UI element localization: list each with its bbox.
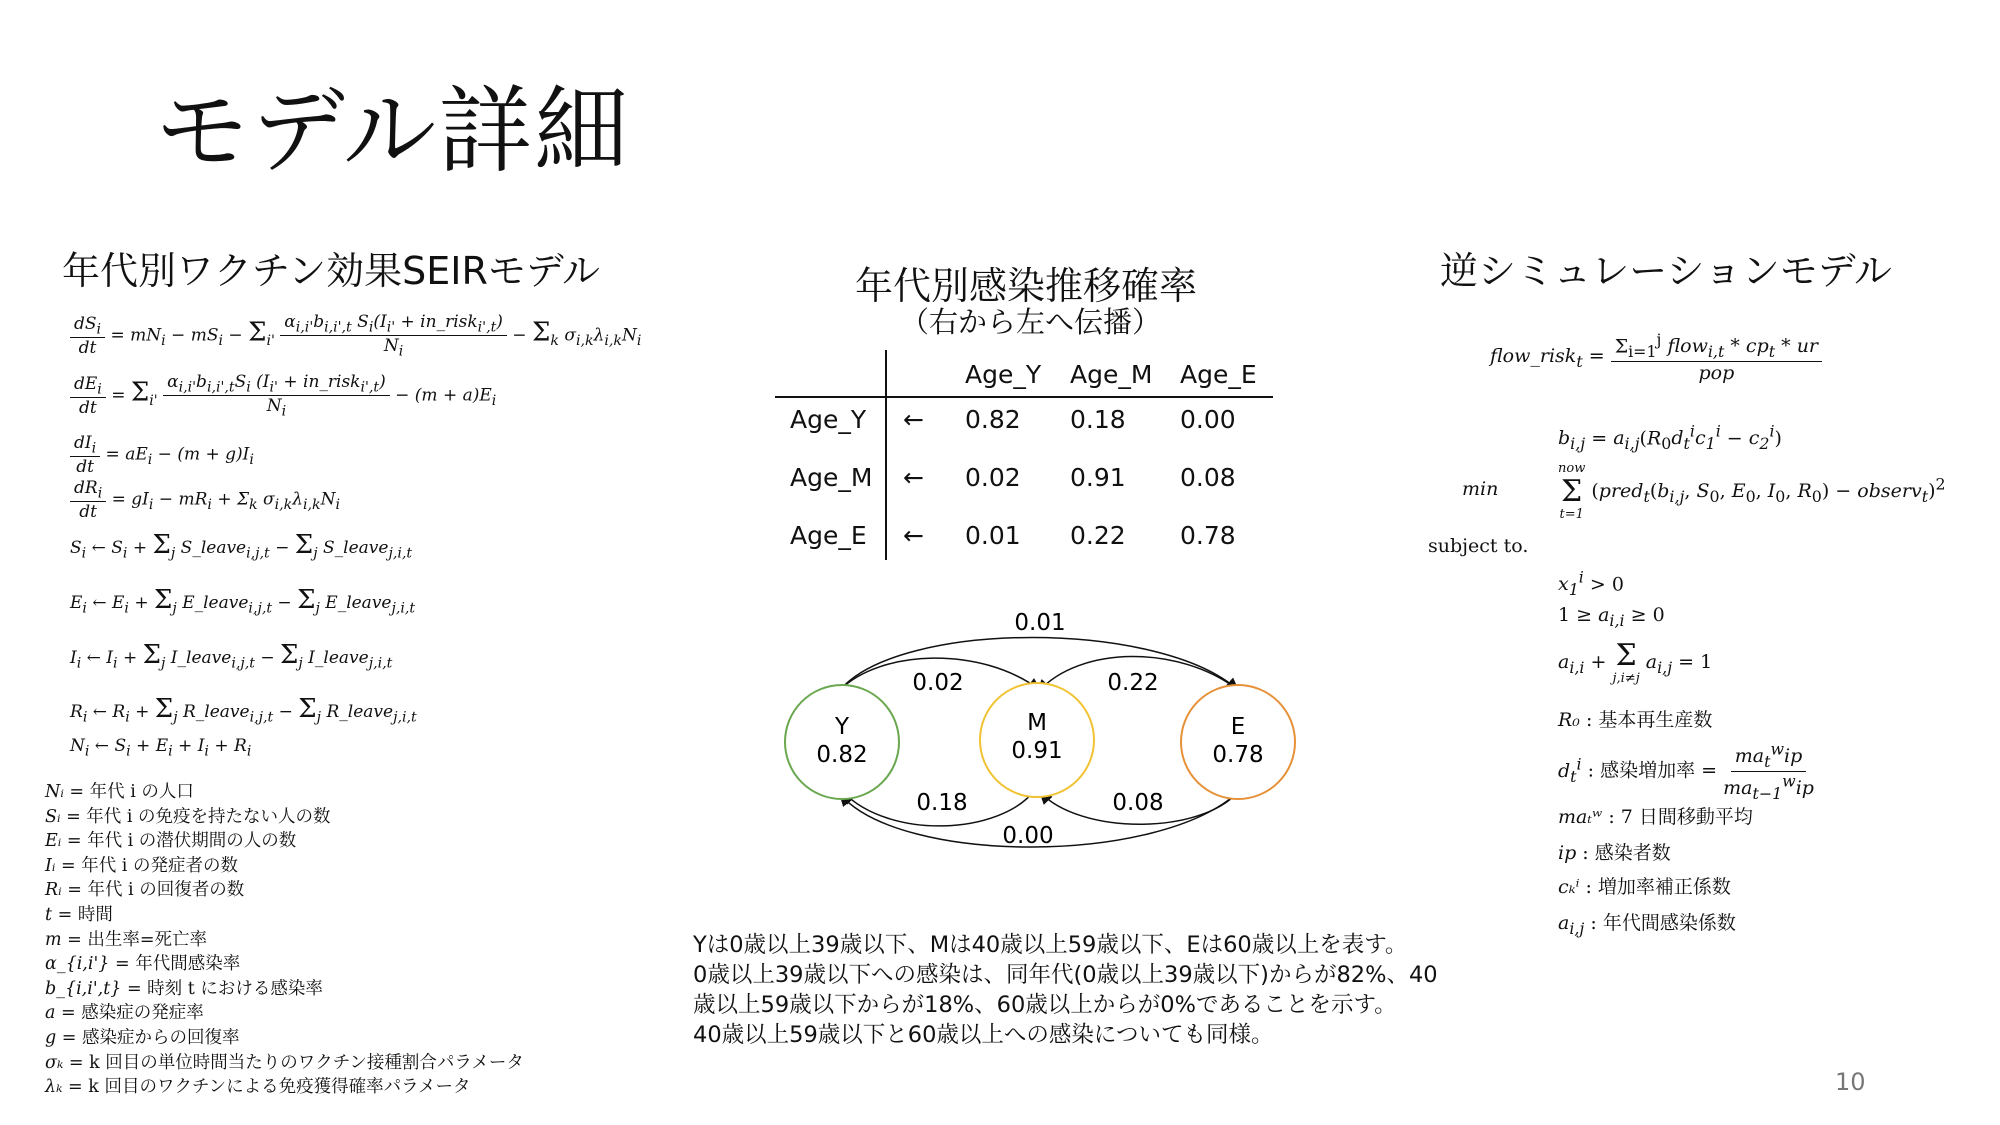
transition-subheading: （右から左へ伝播）	[900, 305, 1162, 339]
def-ck: cₖⁱ : 増加率補正係数	[1558, 876, 1731, 898]
def-aij: $a_{i,j}$ : 年代間感染係数	[1558, 912, 1736, 938]
edge-label-e-to-y: 0.00	[1002, 823, 1054, 849]
row-label: Age_M	[790, 463, 873, 492]
edge-label-e-to-m: 0.08	[1112, 790, 1164, 816]
left-arrow-icon: ←	[903, 463, 924, 492]
transition-diagram	[760, 600, 1320, 870]
objective-function: now Σ t=1 ($pred_t(b_{i,j}$, $S_0$, $E_0$, $I_0$, $R_0$) − observ$_t$)$^2$	[1558, 461, 1946, 522]
table-cell: 0.91	[1070, 463, 1126, 492]
edge-label-m-to-e: 0.22	[1107, 670, 1159, 696]
equation-n-update: $N_i$ ← $S_i + E_i + I_i + R_i$	[70, 736, 252, 760]
description-line: Yは0歳以上39歳以下、Mは40歳以上59歳以下、Eは60歳以上を表す。	[693, 932, 1408, 958]
equation-dr: $\frac{dR_i}{dt}$ = $gI_i - mR_i + \Sigma_k$ $\sigma_{i,k}\lambda_{i,k}N_i$	[70, 478, 340, 522]
page-title: モデル詳細	[155, 77, 631, 186]
table-vertical-rule	[885, 350, 887, 560]
equation-i-update: $I_i$ ← $I_i + \Sigma_j$ I_leave$_{i,j,t}$ − $\Sigma_j$ I_leave$_{j,i,t}$	[70, 640, 393, 672]
table-cell: 0.00	[1180, 405, 1236, 434]
node-m-label: M	[1027, 710, 1047, 736]
legend-item: λₖ = k 回目のワクチンによる免疫獲得確率パラメータ	[45, 1077, 471, 1098]
equation-e-update: $E_i$ ← $E_i + \Sigma_j$ E_leave$_{i,j,t}$ − $\Sigma_j$ E_leave$_{j,i,t}$	[70, 585, 416, 617]
table-cell: 0.01	[965, 521, 1021, 550]
constraint-a-range: $1 \ge a_{i,i} \ge 0$	[1558, 604, 1665, 630]
node-m-value: 0.91	[1011, 738, 1063, 764]
legend-item: Rᵢ = 年代 i の回復者の数	[45, 880, 245, 901]
col-header-age-y: Age_Y	[965, 360, 1042, 389]
b-definition: $b_{i,j} = a_{i,j}(R_0d_t^ic_1^i - c_2^i)$	[1558, 422, 1782, 454]
equation-r-update: $R_i$ ← $R_i + \Sigma_j$ R_leave$_{i,j,t}$ − $\Sigma_j$ R_leave$_{j,i,t}$	[70, 694, 417, 726]
legend-item: σₖ = k 回目の単位時間当たりのワクチン接種割合パラメータ	[45, 1052, 524, 1073]
description-line: 40歳以上59歳以下と60歳以上への感染についても同様。	[693, 1022, 1274, 1048]
constraint-a-sum: $a_{i,i}$ + Σ j,i≠j $a_{i,j} = 1$	[1558, 638, 1713, 686]
table-cell: 0.08	[1180, 463, 1236, 492]
legend-item: m = 出生率=死亡率	[45, 929, 208, 950]
table-header-rule	[775, 396, 1273, 398]
legend-item: Sᵢ = 年代 i の免疫を持たない人の数	[45, 806, 331, 827]
edge-label-y-to-m: 0.02	[912, 670, 964, 696]
edge-label-y-to-e: 0.01	[1014, 610, 1066, 636]
min-label: min	[1462, 478, 1499, 500]
node-e-value: 0.78	[1212, 742, 1264, 768]
row-label: Age_E	[790, 521, 867, 550]
constraint-x: $x_1^i > 0$	[1558, 568, 1624, 600]
def-r0: R₀ : 基本再生産数	[1558, 709, 1713, 731]
equation-ds: $\frac{dS_i}{dt}$ = $mN_i - mS_i - \Sigma_{i'}$ $\frac{\alpha_{i,i'}b_{i,i',t} S_i(I_{i'} + in\_risk_{i',t})}{N_i}$ − $\Sigma_k$ $\sigma_{i,k}\lambda_{i,k}N_i$	[70, 312, 641, 360]
variable-legend	[45, 780, 524, 1100]
legend-item: Eᵢ = 年代 i の潜伏期間の人の数	[45, 831, 297, 852]
legend-item: t = 時間	[45, 904, 113, 925]
node-e-label: E	[1230, 714, 1246, 740]
row-label: Age_Y	[790, 405, 867, 434]
legend-item: g = 感染症からの回復率	[45, 1027, 240, 1048]
col-header-age-e: Age_E	[1180, 360, 1257, 389]
def-dt: $d_t^i$ : 感染増加率 = $\frac{ma_t^wip}{ma_{t-1}^wip}$	[1558, 740, 1814, 804]
seir-heading: 年代別ワクチン効果SEIRモデル	[62, 249, 600, 293]
description-line: 歳以上59歳以下からが18%、60歳以上からが0%であることを示す。	[693, 992, 1397, 1018]
inverse-sim-heading: 逆シミュレーションモデル	[1440, 249, 1892, 293]
table-cell: 0.78	[1180, 521, 1236, 550]
node-y-label: Y	[834, 714, 850, 740]
legend-item: α_{i,i'} = 年代間感染率	[45, 954, 241, 975]
description-line: 0歳以上39歳以下への感染は、同年代(0歳以上39歳以下)からが82%、40	[693, 962, 1438, 988]
equation-de: $\frac{dE_i}{dt}$ = $\Sigma_{i'}$ $\frac{\alpha_{i,i'}b_{i,i',t}S_i (I_{i'} + in\_risk_{i',t})}{N_i}$ − $(m + a)E_i$	[70, 372, 496, 420]
table-cell: 0.02	[965, 463, 1021, 492]
legend-item: Nᵢ = 年代 i の人口	[45, 782, 194, 802]
diagram-description	[693, 930, 1438, 1050]
col-header-age-m: Age_M	[1070, 360, 1153, 389]
left-arrow-icon: ←	[903, 521, 924, 550]
table-cell: 0.82	[965, 405, 1021, 434]
equation-di: $\frac{dI_i}{dt}$ = $aE_i - (m + g)I_i$	[70, 433, 254, 477]
def-ma: maₜʷ : 7 日間移動平均	[1558, 806, 1753, 828]
left-arrow-icon: ←	[903, 405, 924, 434]
transition-heading: 年代別感染推移確率	[855, 264, 1198, 308]
legend-item: b_{i,i',t} = 時刻 t における感染率	[45, 978, 323, 999]
legend-item: a = 感染症の発症率	[45, 1003, 204, 1024]
page-number: 10	[1835, 1068, 1866, 1096]
edge-label-m-to-y: 0.18	[916, 790, 968, 816]
node-y-value: 0.82	[816, 742, 868, 768]
table-cell: 0.18	[1070, 405, 1126, 434]
subject-to-label: subject to.	[1428, 535, 1529, 557]
legend-item: Iᵢ = 年代 i の発症者の数	[45, 855, 238, 876]
equation-s-update: $S_i$ ← $S_i + \Sigma_j$ S_leave$_{i,j,t}$ − $\Sigma_j$ S_leave$_{j,i,t}$	[70, 530, 413, 562]
def-ip: ip : 感染者数	[1558, 842, 1671, 864]
flow-risk-formula: flow_risk$_t$ = $\frac{\Sigma_{i=1}^j flow_{i,t} * cp_t * ur}{\text{pop}}$	[1490, 330, 1822, 384]
table-cell: 0.22	[1070, 521, 1126, 550]
